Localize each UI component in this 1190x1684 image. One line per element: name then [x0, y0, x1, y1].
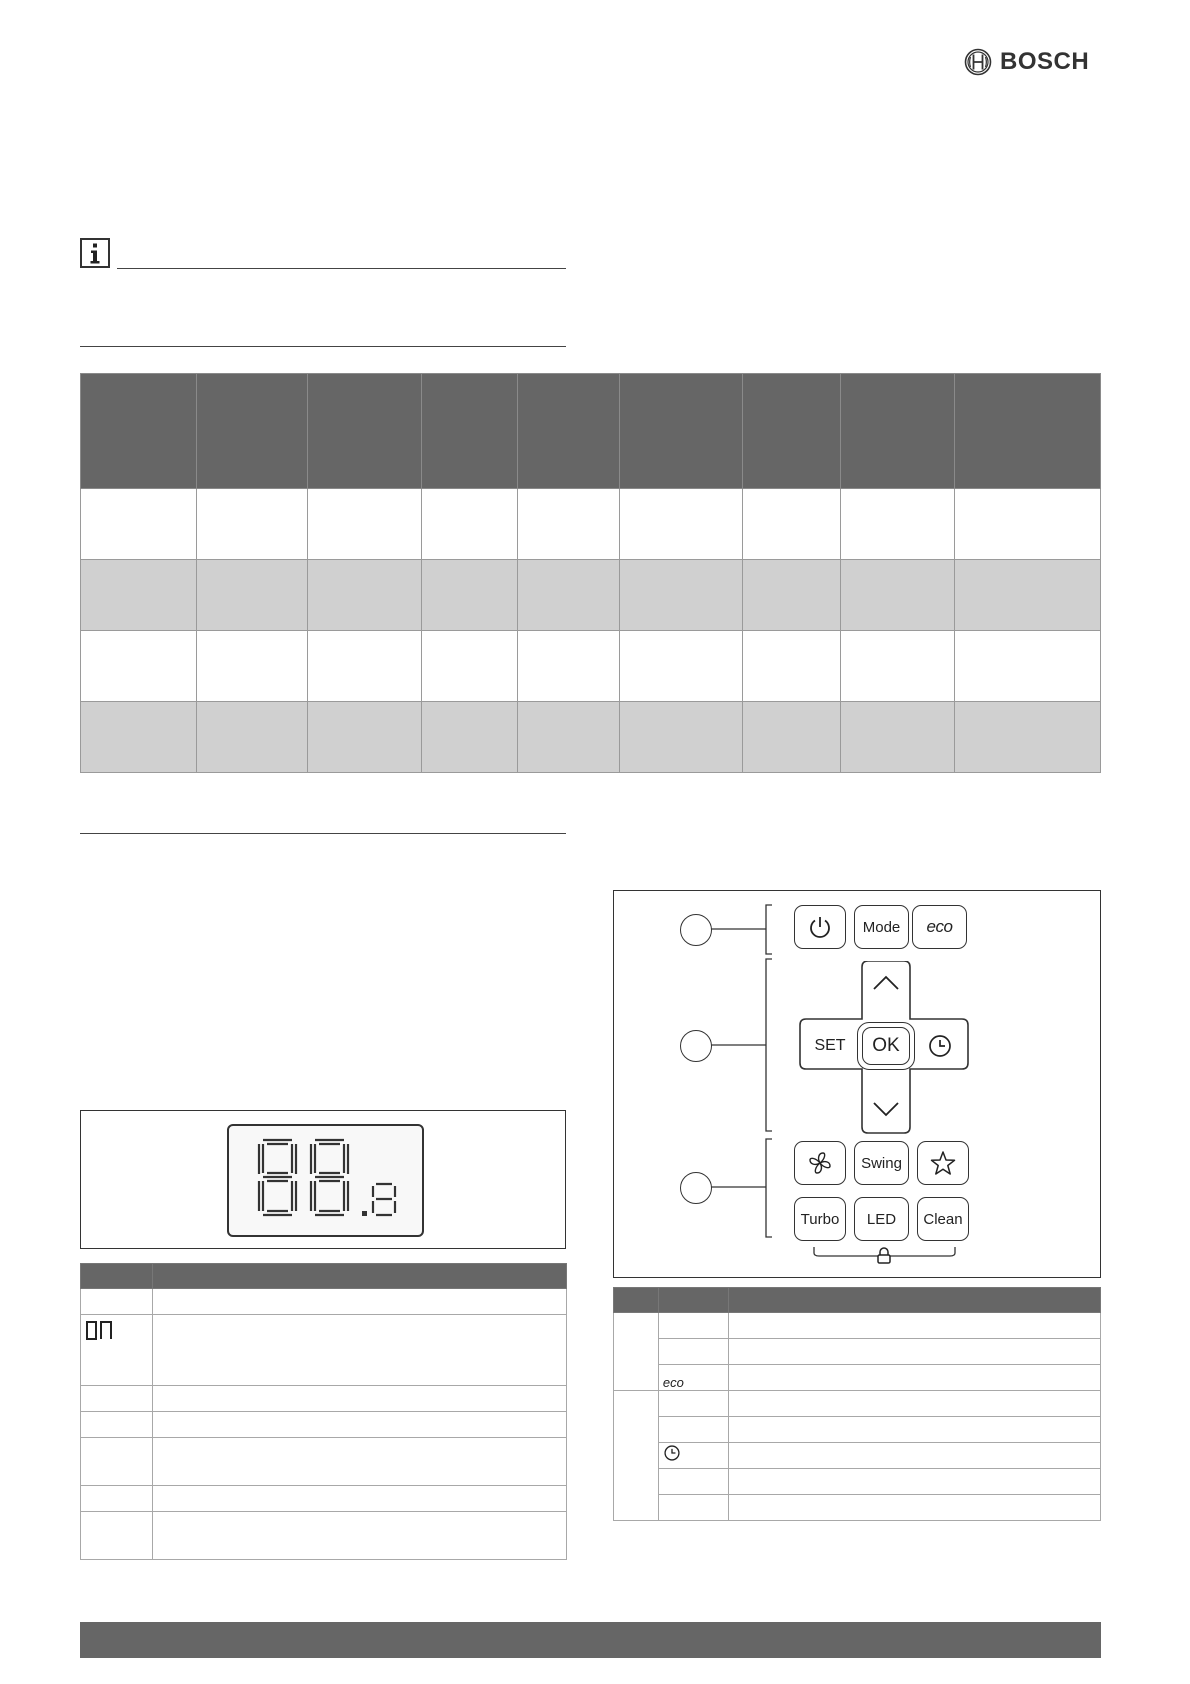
- table-row: [81, 489, 1101, 560]
- set-button-label: SET: [814, 1037, 846, 1054]
- table-row: [81, 560, 1101, 631]
- clean-button-label: Clean: [923, 1210, 963, 1228]
- table-row: [81, 702, 1101, 773]
- clock-icon: [927, 1033, 953, 1059]
- fan-icon: [806, 1149, 834, 1177]
- chevron-up-icon: [862, 965, 910, 1005]
- table-row: [81, 1438, 567, 1486]
- table-row: [614, 1365, 1101, 1391]
- info-icon: [80, 238, 110, 268]
- eco-icon-legend: eco: [662, 1375, 684, 1390]
- brand-logo: [964, 46, 1104, 78]
- clean-button[interactable]: [917, 1197, 969, 1241]
- seven-segment-digits: [229, 1126, 422, 1235]
- section-divider-bottom: [80, 833, 566, 834]
- timer-button[interactable]: [916, 1026, 964, 1066]
- swing-button[interactable]: [854, 1141, 909, 1185]
- section-divider-top: [80, 346, 566, 347]
- remote-legend-table: [613, 1287, 1101, 1521]
- callout-3: [680, 1172, 712, 1204]
- clock-icon: [663, 1444, 681, 1462]
- ok-button-label: OK: [872, 1035, 900, 1056]
- specification-table: [80, 373, 1101, 773]
- table-row: [614, 1339, 1101, 1365]
- favorite-button[interactable]: [917, 1141, 969, 1185]
- table-row: [81, 1386, 567, 1412]
- mode-button-label: Mode: [862, 918, 901, 936]
- table-header-row: [81, 374, 1101, 489]
- power-icon: [807, 914, 833, 940]
- table-row: [81, 1412, 567, 1438]
- down-button[interactable]: [862, 1087, 910, 1127]
- display-legend-table: [80, 1263, 567, 1560]
- table-row: [81, 631, 1101, 702]
- table-row: [614, 1469, 1101, 1495]
- ok-button[interactable]: [857, 1022, 915, 1070]
- swing-button-label: Swing: [861, 1154, 902, 1172]
- led-button-label: LED: [866, 1210, 897, 1228]
- bosch-armature-icon: [964, 48, 992, 76]
- table-row: [81, 1486, 567, 1512]
- mode-button[interactable]: [854, 905, 909, 949]
- eco-button[interactable]: [912, 905, 967, 949]
- on-segment-icon: [85, 1319, 115, 1343]
- turbo-button-label: Turbo: [800, 1210, 840, 1228]
- table-row: [614, 1391, 1101, 1417]
- chevron-down-icon: [862, 1087, 910, 1127]
- lcd-display: [227, 1124, 424, 1237]
- table-row: [614, 1443, 1101, 1469]
- brand-name: BOSCH: [1000, 48, 1090, 75]
- table-row: [614, 1313, 1101, 1339]
- fan-button[interactable]: [794, 1141, 846, 1185]
- ok-button-inner: [862, 1027, 910, 1065]
- table-row: [81, 1512, 567, 1560]
- led-button[interactable]: [854, 1197, 909, 1241]
- remote-control-figure: [613, 890, 1101, 1278]
- power-button[interactable]: [794, 905, 846, 949]
- table-row: [81, 1315, 567, 1386]
- table-row: [81, 1289, 567, 1315]
- callout-2: [680, 1030, 712, 1062]
- display-figure: [80, 1110, 566, 1249]
- eco-icon: eco: [926, 917, 953, 936]
- table-row: [614, 1495, 1101, 1521]
- star-icon: [929, 1149, 957, 1177]
- table-header-row: [81, 1264, 567, 1289]
- table-row: [614, 1417, 1101, 1443]
- note-divider: [117, 268, 566, 269]
- set-button[interactable]: [802, 1026, 858, 1066]
- callout-1: [680, 914, 712, 946]
- lock-icon: [875, 1246, 893, 1266]
- table-header-row: [614, 1288, 1101, 1313]
- up-button[interactable]: [862, 965, 910, 1005]
- footer-bar: [80, 1622, 1101, 1658]
- turbo-button[interactable]: [794, 1197, 846, 1241]
